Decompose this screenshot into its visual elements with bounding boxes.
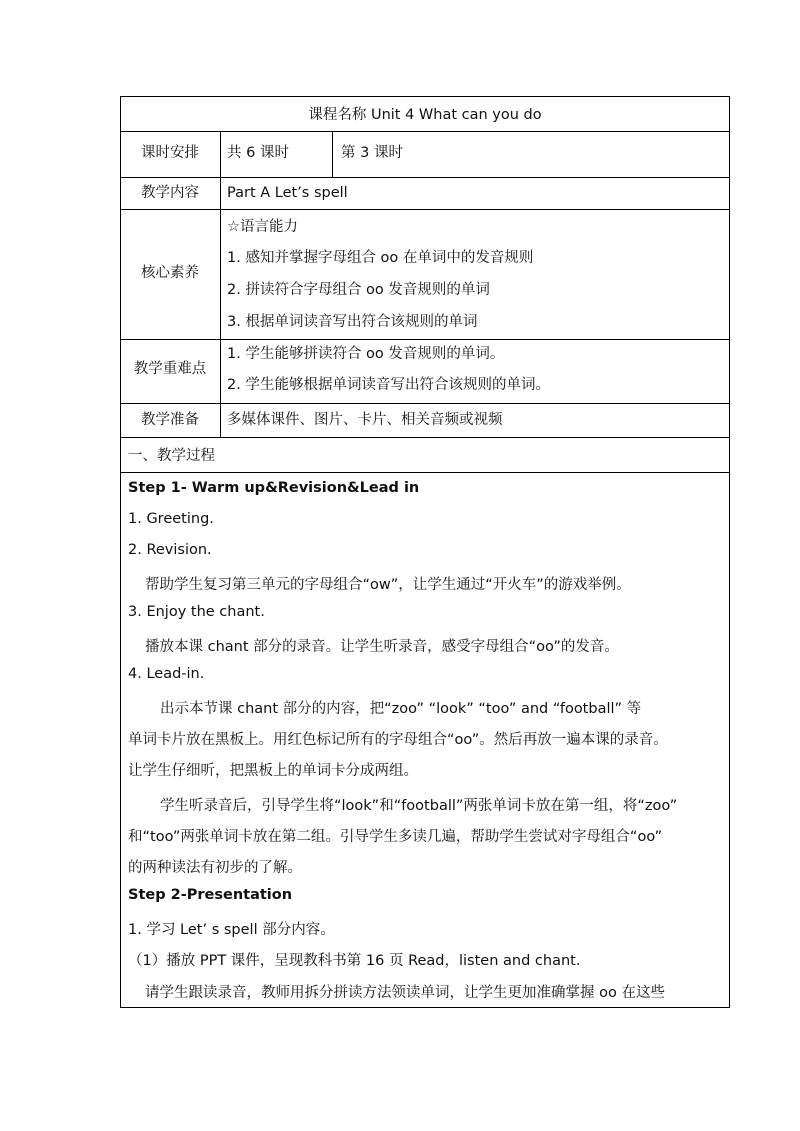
leadin-paragraph-line: 单词卡片放在黑板上。用红色标记所有的字母组合“oo”。然后再放一遍本课的录音。 bbox=[128, 732, 668, 748]
step1-heading: Step 1- Warm up&Revision&Lead in bbox=[128, 480, 420, 496]
process-heading: 一、教学过程 bbox=[128, 448, 215, 464]
column-divider bbox=[220, 131, 221, 437]
content-label: 教学内容 bbox=[141, 185, 199, 201]
chant-text: 播放本课 chant 部分的录音。让学生听录音，感受字母组合“oo”的发音。 bbox=[145, 639, 619, 655]
schedule-total: 共 6 课时 bbox=[227, 145, 289, 161]
row-divider bbox=[120, 472, 730, 473]
follow-text: 请学生跟读录音，教师用拆分拼读方法领读单词，让学生更加准确掌握 oo 在这些 bbox=[145, 985, 665, 1001]
key-points-label: 教学重难点 bbox=[133, 361, 207, 377]
core-line: 3. 根据单词读音写出符合该规则的单词 bbox=[227, 314, 478, 330]
revision-item: 2. Revision. bbox=[128, 542, 212, 558]
greeting-item: 1. Greeting. bbox=[128, 511, 214, 527]
prep-value: 多媒体课件、图片、卡片、相关音频或视频 bbox=[227, 412, 503, 428]
step2-heading: Step 2-Presentation bbox=[128, 887, 293, 903]
core-label: 核心素养 bbox=[141, 265, 199, 281]
leadin-paragraph-line: 和“too”两张单词卡放在第二组。引导学生多读几遍，帮助学生尝试对字母组合“oo” bbox=[128, 829, 663, 845]
key-point-line: 1. 学生能够拼读符合 oo 发音规则的单词。 bbox=[227, 346, 505, 362]
row-divider bbox=[120, 339, 730, 340]
revision-text: 帮助学生复习第三单元的字母组合“ow”，让学生通过“开火车”的游戏举例。 bbox=[145, 577, 631, 593]
content-value: Part A Let’s spell bbox=[227, 185, 348, 201]
row-divider bbox=[120, 177, 730, 178]
row-divider bbox=[120, 403, 730, 404]
row-divider bbox=[120, 209, 730, 210]
schedule-label: 课时安排 bbox=[141, 145, 199, 161]
row-divider bbox=[120, 131, 730, 132]
row-divider bbox=[120, 437, 730, 438]
leadin-paragraph-line: 的两种读法有初步的了解。 bbox=[128, 860, 302, 876]
ppt-item: （1）播放 PPT 课件，呈现教科书第 16 页 Read，listen and chant. bbox=[128, 953, 581, 969]
key-point-line: 2. 学生能够根据单词读音写出符合该规则的单词。 bbox=[227, 377, 550, 393]
schedule-current: 第 3 课时 bbox=[341, 145, 403, 161]
core-line: ☆语言能力 bbox=[227, 219, 298, 235]
prep-label: 教学准备 bbox=[141, 412, 199, 428]
chant-item: 3. Enjoy the chant. bbox=[128, 604, 265, 620]
leadin-item: 4. Lead-in. bbox=[128, 666, 205, 682]
core-line: 1. 感知并掌握字母组合 oo 在单词中的发音规则 bbox=[227, 250, 534, 266]
core-line: 2. 拼读符合字母组合 oo 发音规则的单词 bbox=[227, 282, 490, 298]
leadin-paragraph-line: 让学生仔细听，把黑板上的单词卡分成两组。 bbox=[128, 763, 418, 779]
leadin-paragraph-line: 学生听录音后，引导学生将“look”和“football”两张单词卡放在第一组，将“zoo” bbox=[160, 798, 678, 814]
leadin-paragraph-line: 出示本节课 chant 部分的内容，把“zoo” “look” “too” and “football” 等 bbox=[160, 701, 642, 717]
learn-item: 1. 学习 Let’ s spell 部分内容。 bbox=[128, 922, 335, 938]
course-title: 课程名称 Unit 4 What can you do bbox=[308, 107, 542, 123]
column-divider bbox=[332, 131, 333, 177]
